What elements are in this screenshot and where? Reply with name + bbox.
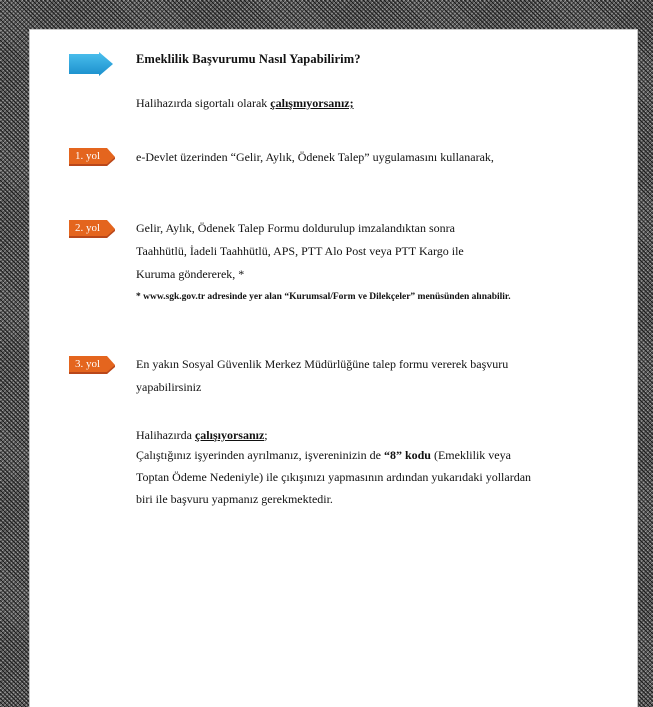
way-2-footnote: * www.sgk.gov.tr adresinde yer alan “Kurumsal/Form ve Dilekçeler” menüsünden alınabilir. <box>136 292 511 302</box>
arrow-right-icon <box>69 52 113 76</box>
not-working-heading <box>136 92 354 114</box>
page-title: Emeklilik Başvurumu Nasıl Yapabilirim? <box>136 52 361 66</box>
working-suffix: ; <box>264 428 268 442</box>
not-working-emphasis: çalışmıyorsanız; <box>270 96 354 110</box>
working-line-2-a: Çalıştığınız işyerinden ayrılmanız, işvereninizin de <box>136 448 384 462</box>
way-2-line-3: Kuruma göndererek, * <box>136 267 245 281</box>
working-line-2 <box>136 444 511 466</box>
document-page <box>30 30 637 707</box>
way-3-line-1: En yakın Sosyal Güvenlik Merkez Müdürlüğüne talep formu vererek başvuru <box>136 357 509 371</box>
working-heading <box>136 424 268 446</box>
way-1-badge: 1. yol <box>75 150 101 162</box>
way-3-line-2: yapabilirsiniz <box>136 380 202 394</box>
working-line-3: Toptan Ödeme Nedeniyle) ile çıkışınızı yapmasının ardından yukarıdaki yollardan <box>136 470 532 484</box>
working-line-4: biri ile başvuru yapmanız gerekmektedir. <box>136 492 333 506</box>
way-2-line-2: Taahhütlü, İadeli Taahhütlü, APS, PTT Alo Post veya PTT Kargo ile <box>136 244 464 258</box>
working-line-2-b: (Emeklilik veya <box>430 448 511 462</box>
way-2-line-1: Gelir, Aylık, Ödenek Talep Formu doldurulup imzalandıktan sonra <box>136 221 455 235</box>
way-1-text: e-Devlet üzerinden “Gelir, Aylık, Ödenek Talep” uygulamasını kullanarak, <box>136 150 494 164</box>
working-prefix: Halihazırda <box>136 428 195 442</box>
way-2-badge: 2. yol <box>75 222 101 234</box>
not-working-prefix: Halihazırda sigortalı olarak <box>136 96 271 110</box>
working-code: “8” kodu <box>383 448 431 462</box>
working-emphasis: çalışıyorsanız <box>194 428 265 442</box>
way-3-badge: 3. yol <box>75 358 101 370</box>
